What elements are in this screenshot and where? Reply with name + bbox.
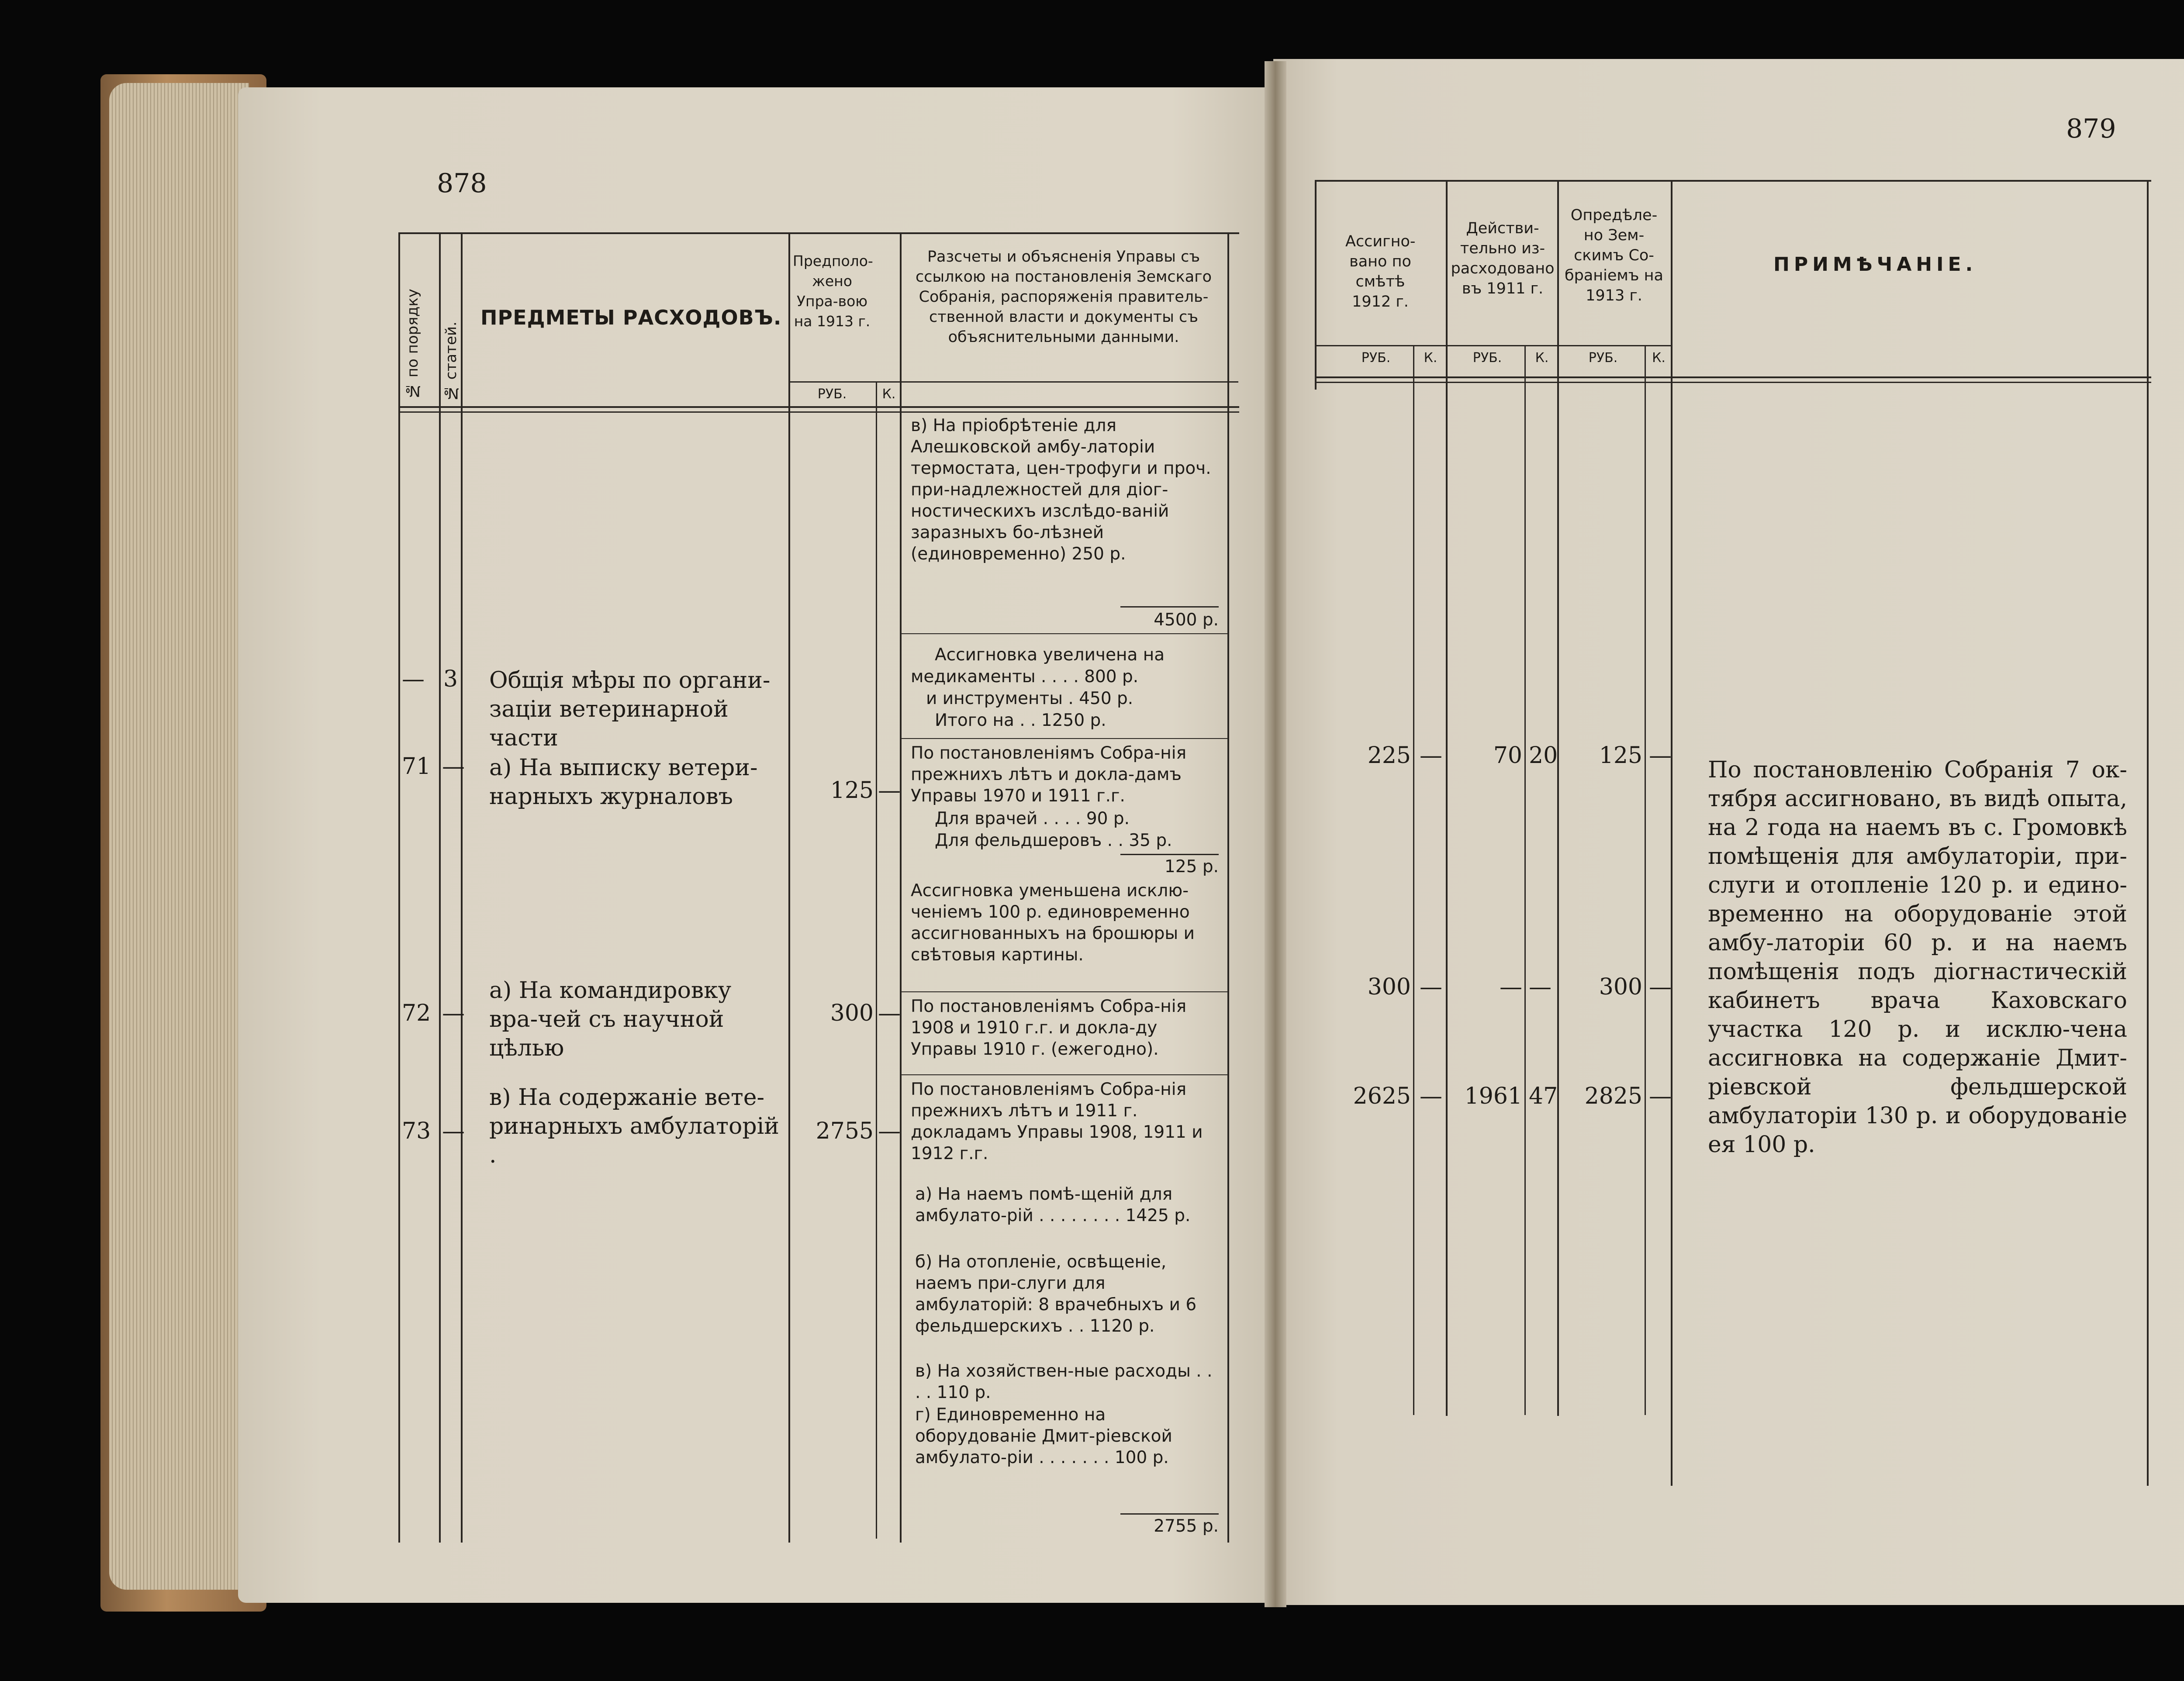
- explanation-medicaments: медикаменты . . . . 800 р.: [911, 667, 1139, 687]
- explanation-thermostat: в) На пріобрѣтеніе для Алешковской амбу-латоріи термостата, цен-трофуги и проч. при-надлежностей для діог-ностическихъ изслѣдо-ваній заразныхъ бо-лѣзней (единовременно) 250 р.: [911, 416, 1211, 564]
- cell-spent-kop: 47: [1529, 1083, 1558, 1109]
- explanation-increase-intro: Ассигновка увеличена на: [935, 645, 1165, 665]
- sum-rule: [1120, 606, 1219, 608]
- row-article: —: [442, 1118, 465, 1144]
- row-kop: —: [878, 1000, 901, 1026]
- col-rule-6: [1645, 345, 1646, 1415]
- explanation-doctors: Для врачей . . . . 90 р.: [935, 809, 1130, 828]
- row-order: —: [402, 666, 425, 692]
- row-article: —: [442, 1000, 465, 1026]
- explanation-instruments: и инструменты . 450 р.: [926, 689, 1133, 708]
- explanation-subtotal: Итого на . . 1250 р.: [935, 711, 1106, 730]
- unit-row-rule: [1315, 345, 1671, 346]
- col-rule-4: [1524, 345, 1526, 1415]
- sum-rule: [1120, 1513, 1219, 1515]
- explanation-feldshers: Для фельдшеровъ . . 35 р.: [935, 831, 1172, 850]
- unit-kop: К.: [1424, 350, 1438, 366]
- col-rule-8: [2147, 180, 2149, 1486]
- unit-kop: К.: [1652, 350, 1666, 366]
- col-rule-5: [1557, 180, 1559, 1416]
- explanation-total-4500: 4500 р.: [1154, 610, 1219, 630]
- col-rule-2: [439, 232, 441, 1543]
- unit-rub: РУБ.: [817, 387, 847, 402]
- header-assigned-1912: Ассигно-вано по смѣтѣ 1912 г.: [1345, 233, 1416, 311]
- col-rule-7: [1227, 232, 1229, 1543]
- explanation-ambulatories: По постановленіямъ Собра-нія прежнихъ лѣтъ и 1911 г. докладамъ Управы 1908, 1911 и 1912 г.г.: [911, 1080, 1203, 1163]
- cell-spent: 1961: [1464, 1083, 1522, 1109]
- header-bottom-rule-2: [1315, 382, 2151, 383]
- row-item: Общія мѣры по органи-заціи ветеринарной части: [489, 667, 771, 751]
- header-bottom-rule-2: [398, 411, 1239, 413]
- row-order: 71: [402, 753, 431, 780]
- row-order: 72: [402, 1000, 431, 1026]
- block-rule: [900, 738, 1227, 739]
- unit-rub: РУБ.: [1588, 350, 1618, 366]
- row-item: а) На выписку ветери-нарныхъ журналовъ: [489, 755, 758, 810]
- col-rule-5: [876, 381, 877, 1539]
- header-bottom-rule: [1315, 376, 2151, 378]
- block-rule: [900, 991, 1227, 992]
- unit-rub: РУБ.: [1472, 350, 1502, 366]
- explanation-reduction: Ассигновка уменьшена исклю-ченіемъ 100 р. единовременно ассигнованныхъ на брошюры и свѣтовыя картины.: [911, 881, 1195, 965]
- explanation-equipment: г) Единовременно на оборудованіе Дмит-ріевской амбулато-ріи . . . . . . . 100 р.: [915, 1405, 1172, 1467]
- cell-spent-kop: —: [1529, 974, 1552, 1000]
- cell-determined-kop: —: [1649, 1083, 1672, 1109]
- explanation-rent: а) На наемъ помѣ-щеній для амбулато-рій . . . . . . . . 1425 р.: [915, 1184, 1191, 1225]
- header-expense-items: ПРЕДМЕТЫ РАСХОДОВЪ.: [480, 306, 782, 329]
- row-order: 73: [402, 1118, 431, 1144]
- explanation-household: в) На хозяйствен-ные расходы . . . . 110 р.: [915, 1361, 1213, 1402]
- header-spent-1911: Действи-тельно из-расходовано въ 1911 г.: [1451, 220, 1555, 297]
- header-bottom-rule: [398, 406, 1239, 408]
- col-rule-6: [900, 232, 902, 1543]
- row-item: а) На командировку вра-чей съ научной цѣлью: [489, 977, 732, 1061]
- cell-assigned-kop: —: [1420, 974, 1442, 1000]
- table-top-rule: [1315, 180, 2151, 182]
- unit-kop: К.: [1535, 350, 1549, 366]
- col-rule-3: [1446, 180, 1448, 1416]
- book-gutter: [1265, 61, 1286, 1607]
- explanation-heating: б) На отопленіе, освѣщеніе, наемъ при-слуги для амбулаторій: 8 врачебныхъ и 6 фельдшерскихъ . . 1120 р.: [915, 1252, 1197, 1336]
- col-rule-7: [1671, 180, 1673, 1486]
- sum-rule: [1120, 854, 1219, 855]
- cell-determined-kop: —: [1649, 974, 1672, 1000]
- header-proposed: Предполо-жено Упра-вою на 1913 г.: [793, 252, 873, 330]
- page-stack-left: [109, 83, 249, 1590]
- row-item: в) На содержаніе вете-ринарныхъ амбулаторій .: [489, 1084, 779, 1168]
- cell-spent: 70: [1493, 742, 1522, 769]
- unit-rub: РУБ.: [1361, 350, 1391, 366]
- block-rule: [900, 633, 1227, 634]
- col-rule-2: [1413, 345, 1414, 1415]
- table-top-rule: [398, 232, 1239, 234]
- cell-spent-kop: 20: [1529, 742, 1558, 769]
- page-number-left: 878: [437, 168, 487, 199]
- cell-assigned: 225: [1367, 742, 1411, 769]
- explanation-total-125: 125 р.: [1165, 857, 1219, 877]
- note-text: По постановленію Собранія 7 ок-тября ассигновано, въ видѣ опыта, на 2 года на наемъ въ с. Громовкѣ помѣщенія для амбулаторіи, при-слуги и отопленіе 120 р. и едино-временно на оборудованіе этой амбу-латоріи 60 р. и на наемъ помѣщенія подъ діогнастическій кабинетъ врача Каховскаго участка 120 р. и исклю-чена ассигновка на содержаніе Дмит-ріевской фельдшерской амбулаторіи 130 р. и оборудованіе ея 100 р.: [1708, 757, 2127, 1158]
- col-rule-1: [1315, 180, 1317, 390]
- cell-determined: 2825: [1584, 1083, 1642, 1109]
- header-note: ПРИМѢЧАНІЕ.: [1773, 253, 1977, 276]
- row-amount: 125: [830, 777, 874, 804]
- cell-assigned: 2625: [1353, 1083, 1411, 1109]
- cell-determined: 125: [1599, 742, 1642, 769]
- cell-assigned-kop: —: [1420, 1083, 1442, 1109]
- col-rule-1: [398, 232, 400, 1543]
- row-kop: —: [878, 777, 901, 804]
- row-kop: —: [878, 1118, 901, 1144]
- header-determined-1913: Опредѣле-но Зем-скимъ Со-браніемъ на 1913 г.: [1565, 207, 1663, 304]
- cell-assigned-kop: —: [1420, 742, 1442, 769]
- cell-determined-kop: —: [1649, 742, 1672, 769]
- explanation-journals: По постановленіямъ Собра-нія прежнихъ лѣтъ и докла-дамъ Управы 1970 и 1911 г.г.: [911, 743, 1187, 806]
- row-article: 3: [443, 666, 458, 692]
- block-rule: [900, 1074, 1227, 1075]
- explanation-total-2755: 2755 р.: [1154, 1516, 1219, 1536]
- header-order-number: № по порядку: [404, 289, 422, 400]
- cell-assigned: 300: [1367, 974, 1411, 1000]
- row-article: —: [442, 753, 465, 780]
- cell-spent: —: [1500, 974, 1522, 1000]
- header-explanations: Разсчеты и объясненія Управы съ ссылкою на постановленія Земскаго Собранія, распоряженія правитель-ственной власти и документы съ объяснительными данными.: [915, 248, 1212, 346]
- header-article-number: № статей.: [442, 321, 460, 402]
- row-amount: 300: [830, 1000, 874, 1026]
- col-rule-4: [788, 232, 790, 1543]
- col-rule-3: [461, 232, 463, 1543]
- row-amount: 2755: [816, 1118, 874, 1144]
- explanation-mission: По постановленіямъ Собра-нія 1908 и 1910 г.г. и докла-ду Управы 1910 г. (ежегодно).: [911, 997, 1187, 1059]
- page-number-right: 879: [2066, 114, 2116, 144]
- unit-row-rule: [788, 381, 1238, 383]
- cell-determined: 300: [1599, 974, 1642, 1000]
- unit-kop: К.: [882, 387, 896, 402]
